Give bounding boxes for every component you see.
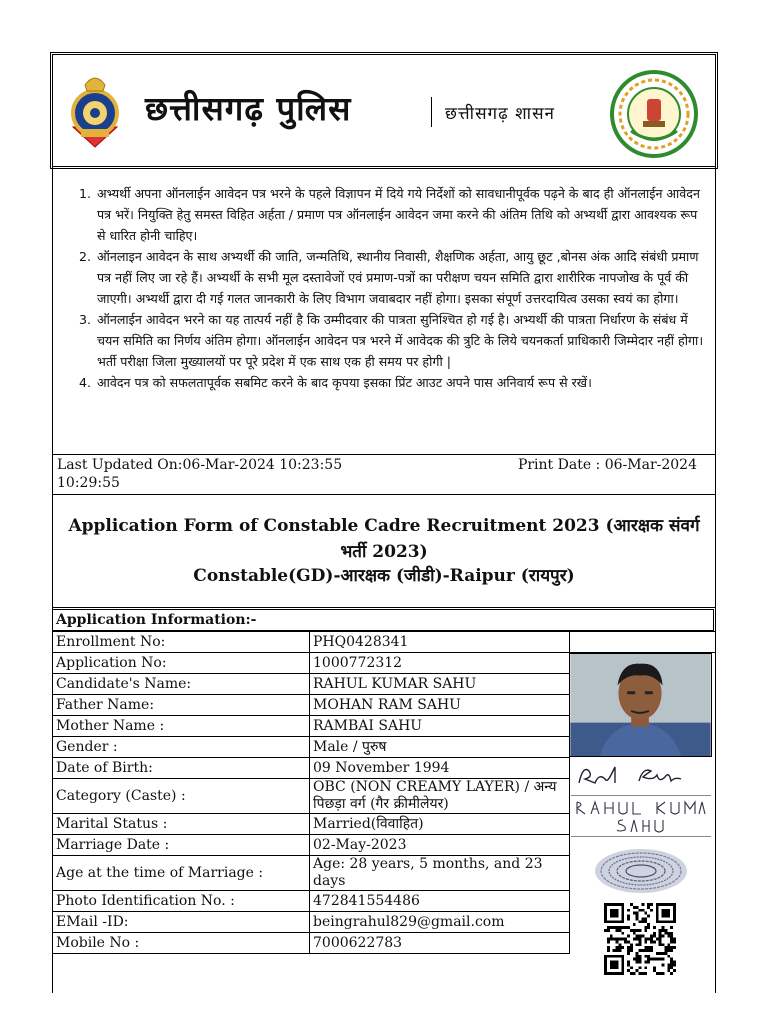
info-value: 472841554486 (310, 891, 570, 912)
candidate-name-handwritten (571, 795, 711, 837)
dates-bar (52, 455, 716, 495)
government-title: छत्तीसगढ़ शासन (445, 104, 555, 124)
info-value: 1000772312 (310, 653, 570, 674)
application-sheet (52, 54, 716, 994)
info-label: Enrollment No: (53, 632, 310, 653)
info-label: Marriage Date : (53, 835, 310, 856)
info-label: Candidate's Name: (53, 674, 310, 695)
form-subtitle: Constable(GD)-आरक्षक (जीडी)-Raipur (रायपुर) (193, 566, 575, 586)
form-title: Application Form of Constable Cadre Recruitment 2023 (आरक्षक संवर्ग भर्ती 2023) (68, 516, 700, 562)
info-label: Gender : (53, 737, 310, 758)
info-label: Category (Caste) : (53, 779, 310, 814)
info-value: Married(विवाहित) (310, 814, 570, 835)
info-value: PHQ0428341 (310, 632, 570, 653)
info-value: Age: 28 years, 5 months, and 23 days (310, 856, 570, 891)
form-title-block (52, 495, 716, 607)
info-value: 02-May-2023 (310, 835, 570, 856)
info-label: Application No: (53, 653, 310, 674)
info-value: RAMBAI SAHU (310, 716, 570, 737)
info-row (53, 632, 716, 653)
last-updated: Last Updated On:06-Mar-2024 10:23:55 (57, 457, 343, 473)
instruction-item: 2. ऑनलाइन आवेदन के साथ अभ्यर्थी की जाति, जन्मतिथि, स्थानीय निवासी, शैक्षणिक अर्हता, आयु छूट ,बोनस अंक आदि संबंधी प्रमाण पत्र नहीं लिए जा रहे हैं। अभ्यर्थी के सभी मूल दस्तावेजों एवं प्रमाण-पत्रों का परीक्षण चयन समिति द्वारा शारीरिक नापजोख के पूर्व की जाएगी। अभ्यर्थी द्वारा दी गई गलत जानकारी के लिए विभाग जवाबदार नहीं होगा। इसका संपूर्ण उत्तरदायित्व उसका स्वयं का होगा। (95, 246, 709, 309)
info-value: 09 November 1994 (310, 758, 570, 779)
info-heading: Application Information:- (52, 609, 714, 631)
instruction-item: 3. ऑनलाईन आवेदन भरने का यह तात्पर्य नहीं है कि उम्मीदवार की पात्रता सुनिश्चित हो गई है। अभ्यर्थी की पात्रता निर्धारण के संबंध में चयन समिति का निर्णय अंतिम होगा। ऑनलाईन आवेदन पत्र भरने में आवेदक की त्रुटि के लिये चयनकर्ता प्राधिकारी जिम्मेदार नहीं होगा।भर्ती परीक्षा जिला मुख्यालयों पर पूरे प्रदेश में एक साथ एक ही समय पर होगी | (95, 309, 709, 372)
department-title: छत्तीसगढ़ पुलिस (145, 89, 352, 128)
info-value: 7000622783 (310, 933, 570, 954)
info-label: Date of Birth: (53, 758, 310, 779)
header (52, 54, 716, 167)
info-label: Mobile No : (53, 933, 310, 954)
info-value: Male / पुरुष (310, 737, 570, 758)
print-date: Print Date : 06-Mar-2024 (517, 457, 697, 473)
instruction-item: 4. आवेदन पत्र को सफलतापूर्वक सबमिट करने के बाद कृपया इसका प्रिंट आउट अपने पास अनिवार्य रूप से रखें। (95, 372, 709, 393)
info-label: Age at the time of Marriage : (53, 856, 310, 891)
candidate-signature (571, 761, 711, 789)
government-seal-icon (609, 69, 699, 159)
info-value: OBC (NON CREAMY LAYER) / अन्य पिछड़ा वर्ग (गैर क्रीमीलेयर) (310, 779, 570, 814)
instructions-list (53, 183, 715, 393)
info-label: Father Name: (53, 695, 310, 716)
qr-code (604, 903, 676, 975)
info-label: EMail -ID: (53, 912, 310, 933)
info-value: RAHUL KUMAR SAHU (310, 674, 570, 695)
instruction-item: 1. अभ्यर्थी अपना ऑनलाईन आवेदन पत्र भरने के पहले विज्ञापन में दिये गये निर्देशों को सावधानीपूर्वक पढ़ने के बाद ही ऑनलाईन आवेदन पत्र भरें। नियुक्ति हेतु समस्त विहित अर्हता / प्रमाण पत्र ऑनलाईन आवेदन जमा करने की अंतिम तिथि को अभ्यर्थी द्वारा आवश्यक रूप से धारित होनी चाहिए। (95, 183, 709, 246)
last-updated-continuation: 10:29:55 (57, 475, 120, 491)
info-label: Marital Status : (53, 814, 310, 835)
police-emblem-icon (63, 69, 127, 151)
title-separator (431, 97, 432, 127)
instructions-panel (52, 167, 716, 455)
info-label: Photo Identification No. : (53, 891, 310, 912)
info-value: MOHAN RAM SAHU (310, 695, 570, 716)
thumb-impression (571, 841, 711, 899)
info-value: beingrahul829@gmail.com (310, 912, 570, 933)
media-cell-top (570, 632, 716, 653)
candidate-photo (569, 653, 712, 757)
info-label: Mother Name : (53, 716, 310, 737)
